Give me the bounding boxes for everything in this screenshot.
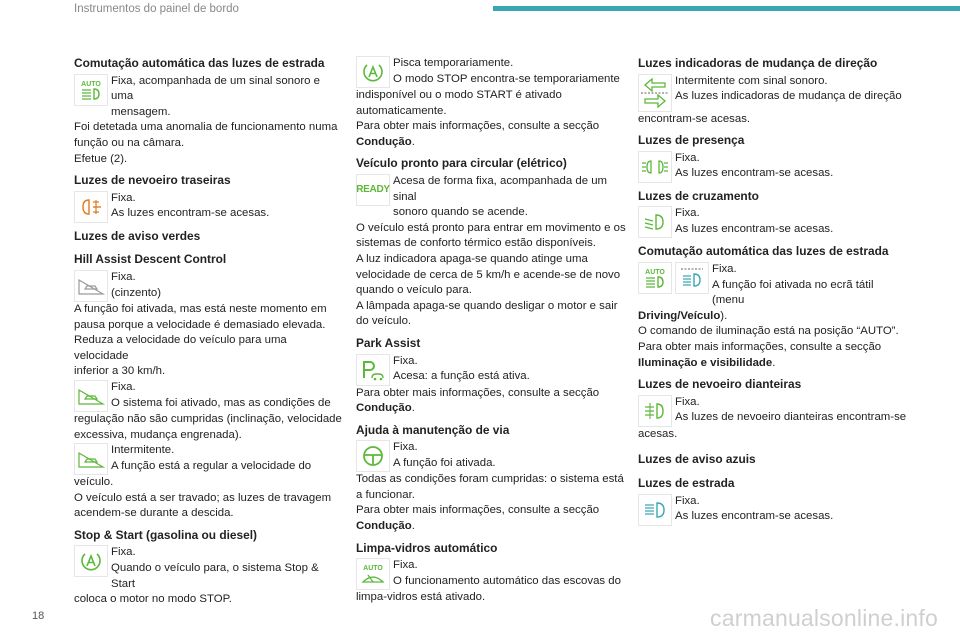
text-line: O veículo está a ser travado; as luzes de travagem: [74, 491, 332, 504]
text-line: Para obter mais informações, consulte a secção: [356, 386, 600, 399]
text-line: Fixa, acompanhada de um sinal sonoro e uma: [111, 74, 320, 103]
text-line: sonoro quando se acende.: [393, 206, 528, 219]
text-line: quando o veículo para.: [356, 284, 472, 297]
text-line: Fixa.: [393, 559, 418, 572]
text-line: mensagem.: [111, 105, 171, 118]
heading-green-warning-lights: Luzes de aviso verdes: [74, 228, 201, 243]
text-line: O veículo está pronto para entrar em movimento e os: [356, 221, 626, 234]
section-stop-blink: [356, 56, 626, 150]
section-title: Comutação automática das luzes de estrada: [638, 244, 889, 259]
text-line: encontram-se acesas.: [638, 112, 751, 125]
text-line: veículo.: [74, 476, 114, 489]
column-1: [74, 56, 344, 614]
dipped-beam-icon: [638, 206, 672, 238]
text-line: acesas.: [638, 427, 678, 440]
text-line: [356, 401, 626, 417]
header-accent-bar: [493, 6, 960, 11]
text-line: Fixa.: [111, 191, 136, 204]
text-line: [638, 309, 908, 325]
text-line: A luz indicadora apaga-se quando atinge uma: [356, 252, 588, 265]
text-line: Intermitente com sinal sonoro.: [675, 74, 828, 87]
punct: .: [411, 402, 415, 415]
text-line: As luzes encontram-se acesas.: [675, 222, 834, 235]
punct: .: [411, 135, 415, 148]
section-side-lights: [638, 133, 908, 183]
section-front-fog: [638, 377, 908, 442]
text-line: A função foi ativada, mas está neste momento em: [74, 302, 327, 315]
turn-signal-icon: [638, 74, 672, 112]
text-line: Efetue (2).: [74, 152, 128, 165]
section-title: Luzes de cruzamento: [638, 188, 759, 203]
text-line: Para obter mais informações, consulte a secção: [638, 340, 882, 353]
text-line: automaticamente.: [356, 104, 447, 117]
watermark: carmanualsonline.info: [710, 605, 938, 631]
heading-blue-warning-lights: Luzes de aviso azuis: [638, 452, 756, 467]
section-auto-high-beam: [74, 56, 344, 167]
section-title: Luzes indicadoras de mudança de direção: [638, 56, 878, 70]
section-auto-wiper: [356, 541, 626, 606]
section-title: Luzes de presença: [638, 133, 745, 148]
text-line: A função está a regular a velocidade do: [111, 459, 312, 472]
section-rear-fog: [74, 173, 344, 223]
hill-assist-blink-icon: [74, 443, 108, 475]
text-line: Foi detetada uma anomalia de funcionamento numa: [74, 121, 338, 134]
ref-conducao: Condução: [356, 135, 412, 148]
rear-fog-icon: [74, 191, 108, 223]
section-title: Ajuda à manutenção de via: [356, 422, 510, 437]
section-title: Veículo pronto para circular (elétrico): [356, 156, 567, 171]
section-high-beam: [638, 476, 908, 526]
page-number: 18: [32, 610, 45, 622]
text-line: Fixa.: [111, 380, 136, 393]
text-line: Acesa de forma fixa, acompanhada de um sinal: [393, 174, 608, 203]
text-line: As luzes encontram-se acesas.: [675, 510, 834, 523]
ready-icon: [356, 174, 390, 206]
text-line: indisponível ou o modo START é ativado: [356, 89, 562, 101]
text-line: O comando de iluminação está na posição “AUTO”.: [638, 325, 899, 338]
text-line: As luzes de nevoeiro dianteiras encontram-se: [675, 411, 907, 424]
text-line: pausa porque a velocidade é demasiado elevada.: [74, 318, 326, 331]
text-line: do veículo.: [356, 315, 412, 328]
side-lights-icon: [638, 151, 672, 183]
text-line: A função foi ativada.: [393, 456, 496, 469]
text-line: As luzes encontram-se acesas.: [675, 167, 834, 180]
text-line: O funcionamento automático das escovas do: [393, 574, 621, 587]
text-line: a funcionar.: [356, 488, 415, 501]
ref-conducao: Condução: [356, 520, 412, 533]
section-stop-start: [74, 528, 344, 608]
text-line: inferior a 30 km/h.: [74, 365, 166, 378]
section-dipped-beam: [638, 189, 908, 239]
text-line: Reduza a velocidade do veículo para uma velocidade: [74, 334, 287, 362]
section-title: Luzes de estrada: [638, 475, 735, 490]
section-title: Comutação automática das luzes de estrada: [74, 56, 325, 70]
text-line: Fixa.: [111, 270, 136, 283]
text-line: Fixa.: [712, 262, 737, 275]
text-line: Intermitente.: [111, 444, 175, 457]
text-line: coloca o motor no modo STOP.: [74, 593, 232, 606]
hill-assist-green-icon: [74, 380, 108, 412]
park-assist-icon: [356, 354, 390, 386]
text-line: [356, 519, 626, 535]
text-line: O sistema foi ativado, mas as condições de: [111, 396, 331, 409]
lane-keeping-icon: [356, 440, 390, 472]
high-beam-icon: [638, 494, 672, 526]
text-line: limpa-vidros está ativado.: [356, 591, 486, 604]
stop-start-icon: [74, 545, 108, 577]
text-line: As luzes indicadoras de mudança de direção: [675, 90, 902, 103]
section-hill-assist: [74, 252, 344, 522]
text-line: Para obter mais informações, consulte a secção: [356, 120, 600, 133]
auto-high-beam-icon: [638, 262, 672, 294]
text-line: Fixa.: [675, 151, 700, 164]
section-ready: [356, 156, 626, 330]
text-line: Para obter mais informações, consulte a secção: [356, 504, 600, 517]
text-line: velocidade de cerca de 5 km/h e acende-se de novo: [356, 268, 621, 281]
text-line: [638, 356, 908, 372]
svg-text:AUTO: AUTO: [363, 565, 383, 573]
page-header-title: Instrumentos do painel de bordo: [74, 3, 239, 15]
text-line: acendem-se durante a descida.: [74, 507, 234, 520]
text-line: Quando o veículo para, o sistema Stop & Start: [111, 562, 319, 590]
text-line: (cinzento): [111, 286, 162, 299]
ref-driving-veiculo: Driving/Veículo: [638, 309, 721, 322]
text-line: regulação não são cumpridas (inclinação, velocidade: [74, 412, 342, 425]
section-title: Luzes de nevoeiro traseiras: [74, 173, 231, 188]
section-lane-keeping: [356, 423, 626, 535]
ready-icon-text: READY: [356, 184, 390, 196]
text-line: Todas as condições foram cumpridas: o sistema está: [356, 473, 624, 486]
text-line: Fixa.: [675, 494, 700, 507]
section-title: Luzes de nevoeiro dianteiras: [638, 377, 802, 392]
text-line: A função foi ativada no ecrã tátil (menu: [712, 278, 874, 307]
text-line: Pisca temporariamente.: [393, 57, 514, 69]
text-line: Fixa.: [675, 207, 700, 220]
svg-text:AUTO: AUTO: [81, 80, 101, 88]
text-line: A lâmpada apaga-se quando desligar o motor e sair: [356, 299, 618, 312]
section-title: Hill Assist Descent Control: [74, 252, 227, 267]
svg-text:AUTO: AUTO: [645, 268, 665, 276]
text-line: Fixa.: [675, 395, 700, 408]
column-2: [356, 56, 626, 612]
ref-iluminacao: Iluminação e visibilidade: [638, 356, 773, 369]
text-line: Acesa: a função está ativa.: [393, 370, 530, 383]
punct: ).: [720, 309, 728, 322]
section-auto-high-beam-2: [638, 244, 908, 371]
punct: .: [411, 520, 415, 533]
auto-high-beam-icon: [74, 74, 108, 106]
stop-start-blink-icon: [356, 56, 390, 88]
text-line: Fixa.: [393, 441, 418, 454]
column-3: [638, 56, 908, 532]
auto-wiper-icon: [356, 558, 390, 590]
text-line: [356, 135, 626, 151]
text-line: sistemas de conforto térmico estão disponíveis.: [356, 237, 596, 250]
front-fog-icon: [638, 395, 672, 427]
text-line: Fixa.: [393, 354, 418, 367]
text-line: função ou na câmara.: [74, 136, 185, 149]
ref-conducao: Condução: [356, 402, 412, 415]
text-line: As luzes encontram-se acesas.: [111, 207, 270, 220]
text-line: excessiva, mudança engrenada).: [74, 428, 242, 441]
section-title: Stop & Start (gasolina ou diesel): [74, 527, 258, 542]
punct: .: [772, 356, 776, 369]
section-title: Park Assist: [356, 335, 421, 350]
text-line: O modo STOP encontra-se temporariamente: [393, 72, 620, 85]
high-beam-small-icon: [675, 262, 709, 294]
text-line: Fixa.: [111, 546, 136, 559]
hill-assist-grey-icon: [74, 270, 108, 302]
section-turn-signals: [638, 56, 908, 127]
section-park-assist: [356, 336, 626, 417]
section-title: Limpa-vidros automático: [356, 540, 498, 555]
